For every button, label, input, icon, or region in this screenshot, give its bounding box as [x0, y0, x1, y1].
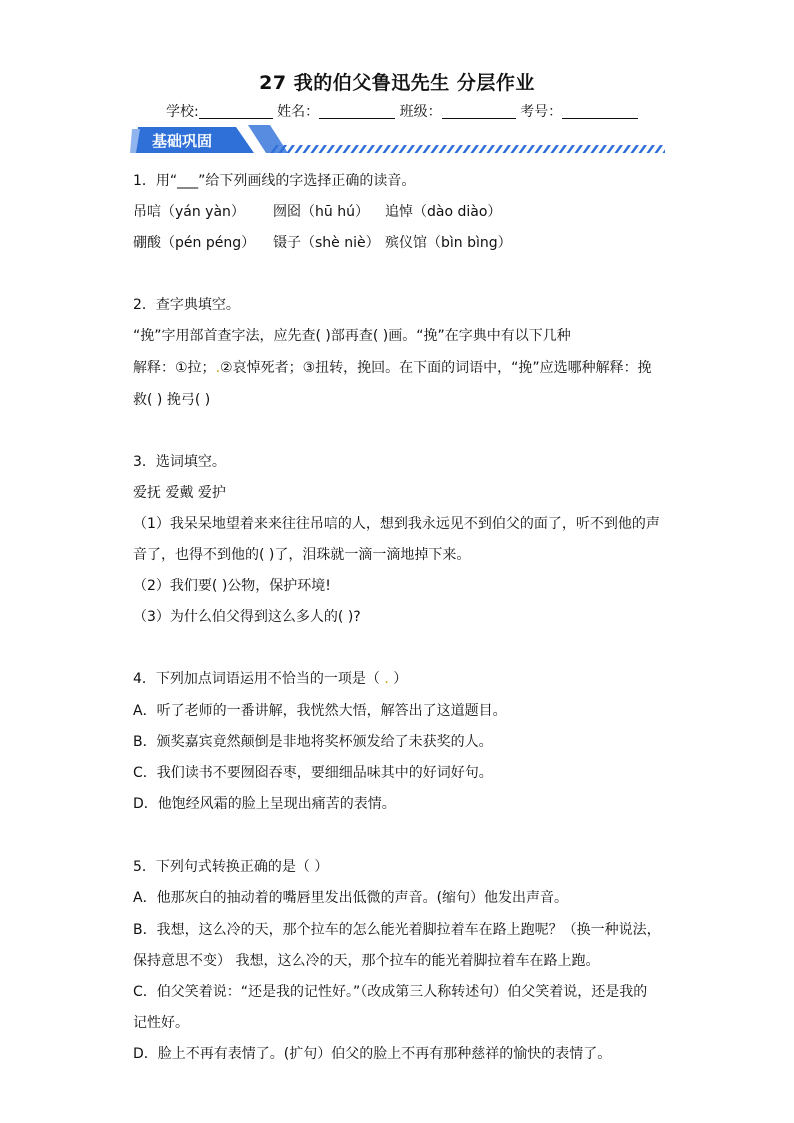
exam-number-label: 考号：	[520, 104, 563, 120]
q4-stem	[133, 669, 407, 689]
q4-option-b: B．颁奖嘉宾竟然颠倒是非地将奖杯颁发给了未获奖的人。	[133, 734, 493, 750]
q3-sentence: （3）为什么伯父得到这么多人的( )?	[133, 609, 361, 625]
q1-option: 殡仪馆（bìn bìng）	[385, 235, 512, 251]
q3-stem: 3．选词填空。	[133, 454, 226, 470]
q3-word-choices: 爱抚 爱戴 爱护	[133, 485, 226, 501]
q1-option: 硼酸（pén péng）	[133, 235, 256, 251]
q5-option-b: B．我想，这么冷的天，那个拉车的怎么能光着脚拉着车在路上跑呢？（换一种说法，	[133, 922, 661, 938]
q1-stem: 1．用“___”给下列画线的字选择正确的读音。	[133, 173, 416, 189]
class-blank[interactable]	[442, 104, 516, 119]
school-label: 学校:	[166, 104, 199, 120]
school-blank[interactable]	[199, 104, 273, 119]
q3-sentence: （2）我们要( )公物，保护环境!	[133, 578, 331, 594]
section-banner-label: 基础巩固	[152, 132, 213, 150]
name-label: 姓名：	[277, 104, 320, 120]
exam-number-blank[interactable]	[562, 104, 638, 119]
section-banner	[130, 125, 665, 157]
q2-line: “挽”字用部首查字法，应先查( )部再查( )画。“挽”在字典中有以下几种	[133, 328, 571, 344]
q2-stem: 2．查字典填空。	[133, 297, 240, 313]
q4-stem-end: ）	[393, 671, 408, 687]
q2-line-part: ②哀悼死者；③扭转，挽回。在下面的词语中，“挽”应选哪种解释：挽	[220, 360, 652, 376]
student-info-row	[166, 101, 638, 121]
q1-option: 镊子（shè niè）	[273, 235, 380, 251]
q2-line: 救( ) 挽弓( )	[133, 392, 211, 408]
q1-option: 囫囵（hū hú）	[273, 204, 369, 220]
class-label: 班级：	[399, 104, 442, 120]
q3-sentence: （1）我呆呆地望着来来往往吊唁的人，想到我永远见不到伯父的面了，听不到他的声	[133, 516, 660, 532]
q2-line-part: 解释：①拉；	[133, 360, 216, 376]
q3-sentence: 音了，也得不到他的( )了，泪珠就一滴一滴地掉下来。	[133, 547, 471, 563]
q5-option-b-cont: 保持意思不变） 我想，这么冷的天，那个拉车的能光着脚拉着车在路上跑。	[133, 953, 600, 969]
name-blank[interactable]	[319, 104, 395, 119]
q5-option-d: D．脸上不再有表情了。(扩句）伯父的脸上不再有那种慈祥的愉快的表情了。	[133, 1046, 612, 1062]
q5-option-a: A．他那灰白的抽动着的嘴唇里发出低微的声音。(缩句）他发出声音。	[133, 890, 569, 906]
q4-option-c: C．我们读书不要囫囵吞枣，要细细品味其中的好词好句。	[133, 765, 493, 781]
decorative-dot: .	[379, 671, 394, 687]
q2-line	[133, 358, 652, 378]
q5-stem: 5．下列句式转换正确的是（ ）	[133, 859, 329, 875]
q4-option-a: A．听了老师的一番讲解，我恍然大悟，解答出了这道题目。	[133, 703, 507, 719]
decorative-dot: .	[215, 360, 221, 376]
q5-option-c: C．伯父笑着说：“还是我的记性好。”（改成第三人称转述句）伯父笑着说，还是我的	[133, 984, 648, 1000]
q1-option: 吊唁（yán yàn）	[133, 204, 245, 220]
q5-option-c-cont: 记性好。	[133, 1015, 189, 1031]
page-title: 27 我的伯父鲁迅先生 分层作业	[259, 72, 535, 94]
q4-stem-text: 4．下列加点词语运用不恰当的一项是（	[133, 671, 380, 687]
q4-option-d: D．他饱经风霜的脸上呈现出痛苦的表情。	[133, 796, 396, 812]
q1-option: 追悼（dào diào）	[385, 204, 502, 220]
